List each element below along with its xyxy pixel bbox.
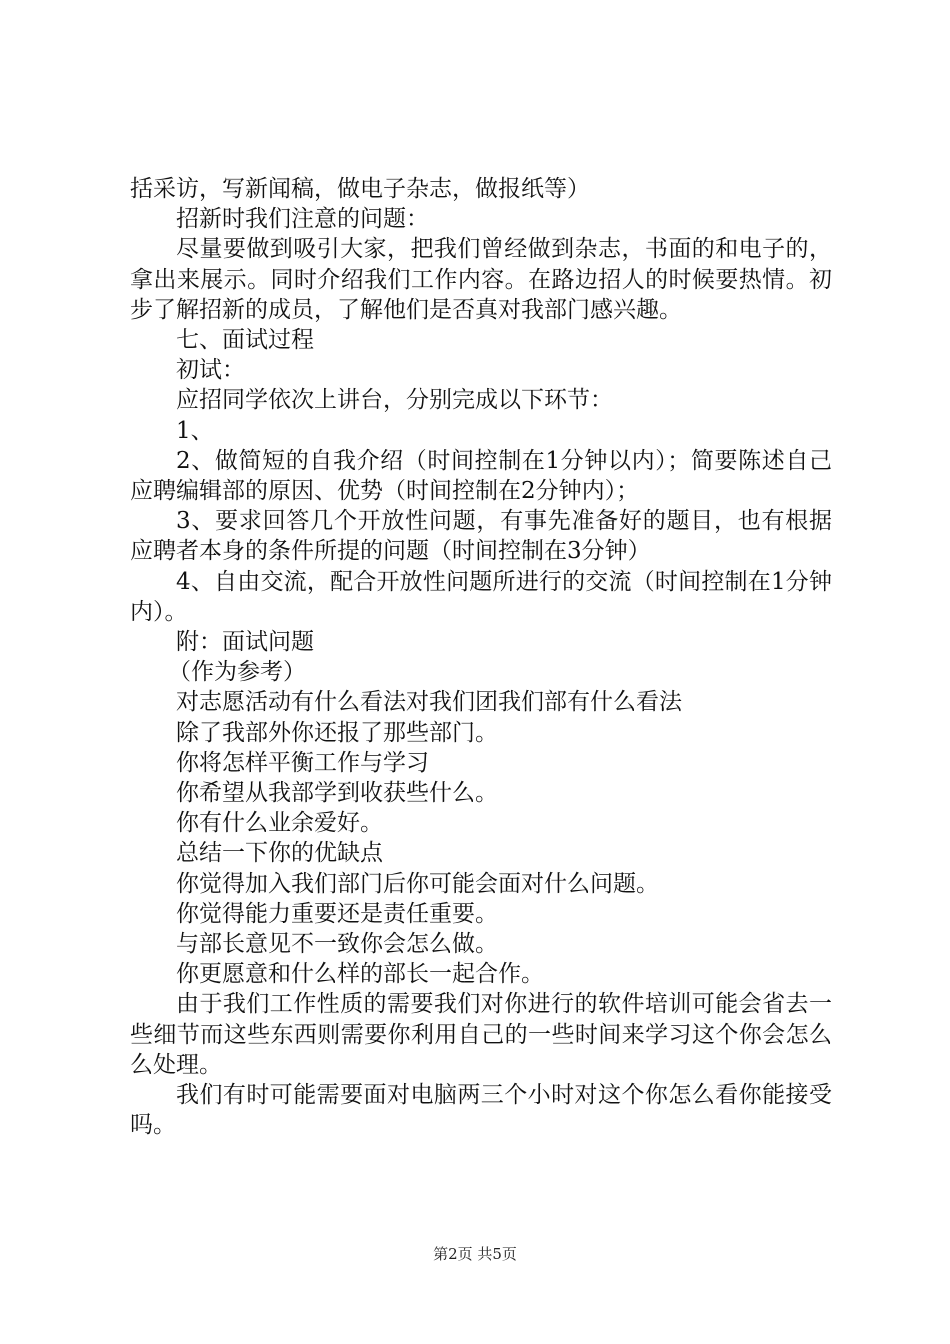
question-item: 你希望从我部学到收获些什么。 [176, 780, 498, 807]
question-item: 你更愿意和什么样的部长一起合作。 [176, 961, 544, 988]
paragraph: 应招同学依次上讲台，分别完成以下环节： [176, 387, 613, 414]
question-item: 你将怎样平衡工作与学习 [176, 749, 429, 776]
paragraph: 尽量要做到吸引大家，把我们曾经做到杂志，书面的和电子的，拿出来展示。同时介绍我们工作内容。在路边招人的时候要热情。初步了解招新的成员，了解他们是否真对我部门感兴趣。 [130, 236, 832, 323]
paragraph: （作为参考） [168, 659, 306, 686]
page-footer: 第2页 共5页 [433, 1245, 517, 1263]
question-item: 你有什么业余爱好。 [176, 810, 383, 837]
question-item: 你觉得加入我们部门后你可能会面对什么问题。 [176, 870, 659, 897]
question-item: 对志愿活动有什么看法对我们团我们部有什么看法 [176, 689, 682, 716]
list-item: 4、自由交流，配合开放性问题所进行的交流（时间控制在1分钟内）。 [130, 568, 832, 625]
list-item: 2、做简短的自我介绍（时间控制在1分钟以内）；简要陈述自己应聘编辑部的原因、优势（时间控制在2分钟内）； [130, 447, 832, 505]
list-item: 3、要求回答几个开放性问题，有事先准备好的题目，也有根据应聘者本身的条件所提的问题（时间控制在3分钟） [130, 508, 832, 565]
paragraph: 招新时我们注意的问题： [176, 206, 429, 233]
section-heading: 七、面试过程 [176, 327, 314, 354]
list-item: 1、 [176, 417, 214, 444]
question-item: 由于我们工作性质的需要我们对你进行的软件培训可能会省去一些细节而这些东西则需要你利用自己的一些时间来学习这个你会怎么么处理。 [130, 991, 832, 1078]
question-item: 你觉得能力重要还是责任重要。 [176, 900, 498, 927]
paragraph: 附：面试问题 [176, 629, 314, 656]
document-body [130, 174, 832, 1141]
paragraph: 括采访，写新闻稿，做电子杂志，做报纸等） [130, 176, 590, 202]
question-item: 我们有时可能需要面对电脑两三个小时对这个你怎么看你能接受吗。 [130, 1082, 832, 1139]
question-item: 与部长意见不一致你会怎么做。 [176, 931, 498, 958]
paragraph: 初试： [176, 357, 245, 384]
question-item: 总结一下你的优缺点 [176, 840, 383, 867]
question-item: 除了我部外你还报了那些部门。 [176, 719, 498, 746]
